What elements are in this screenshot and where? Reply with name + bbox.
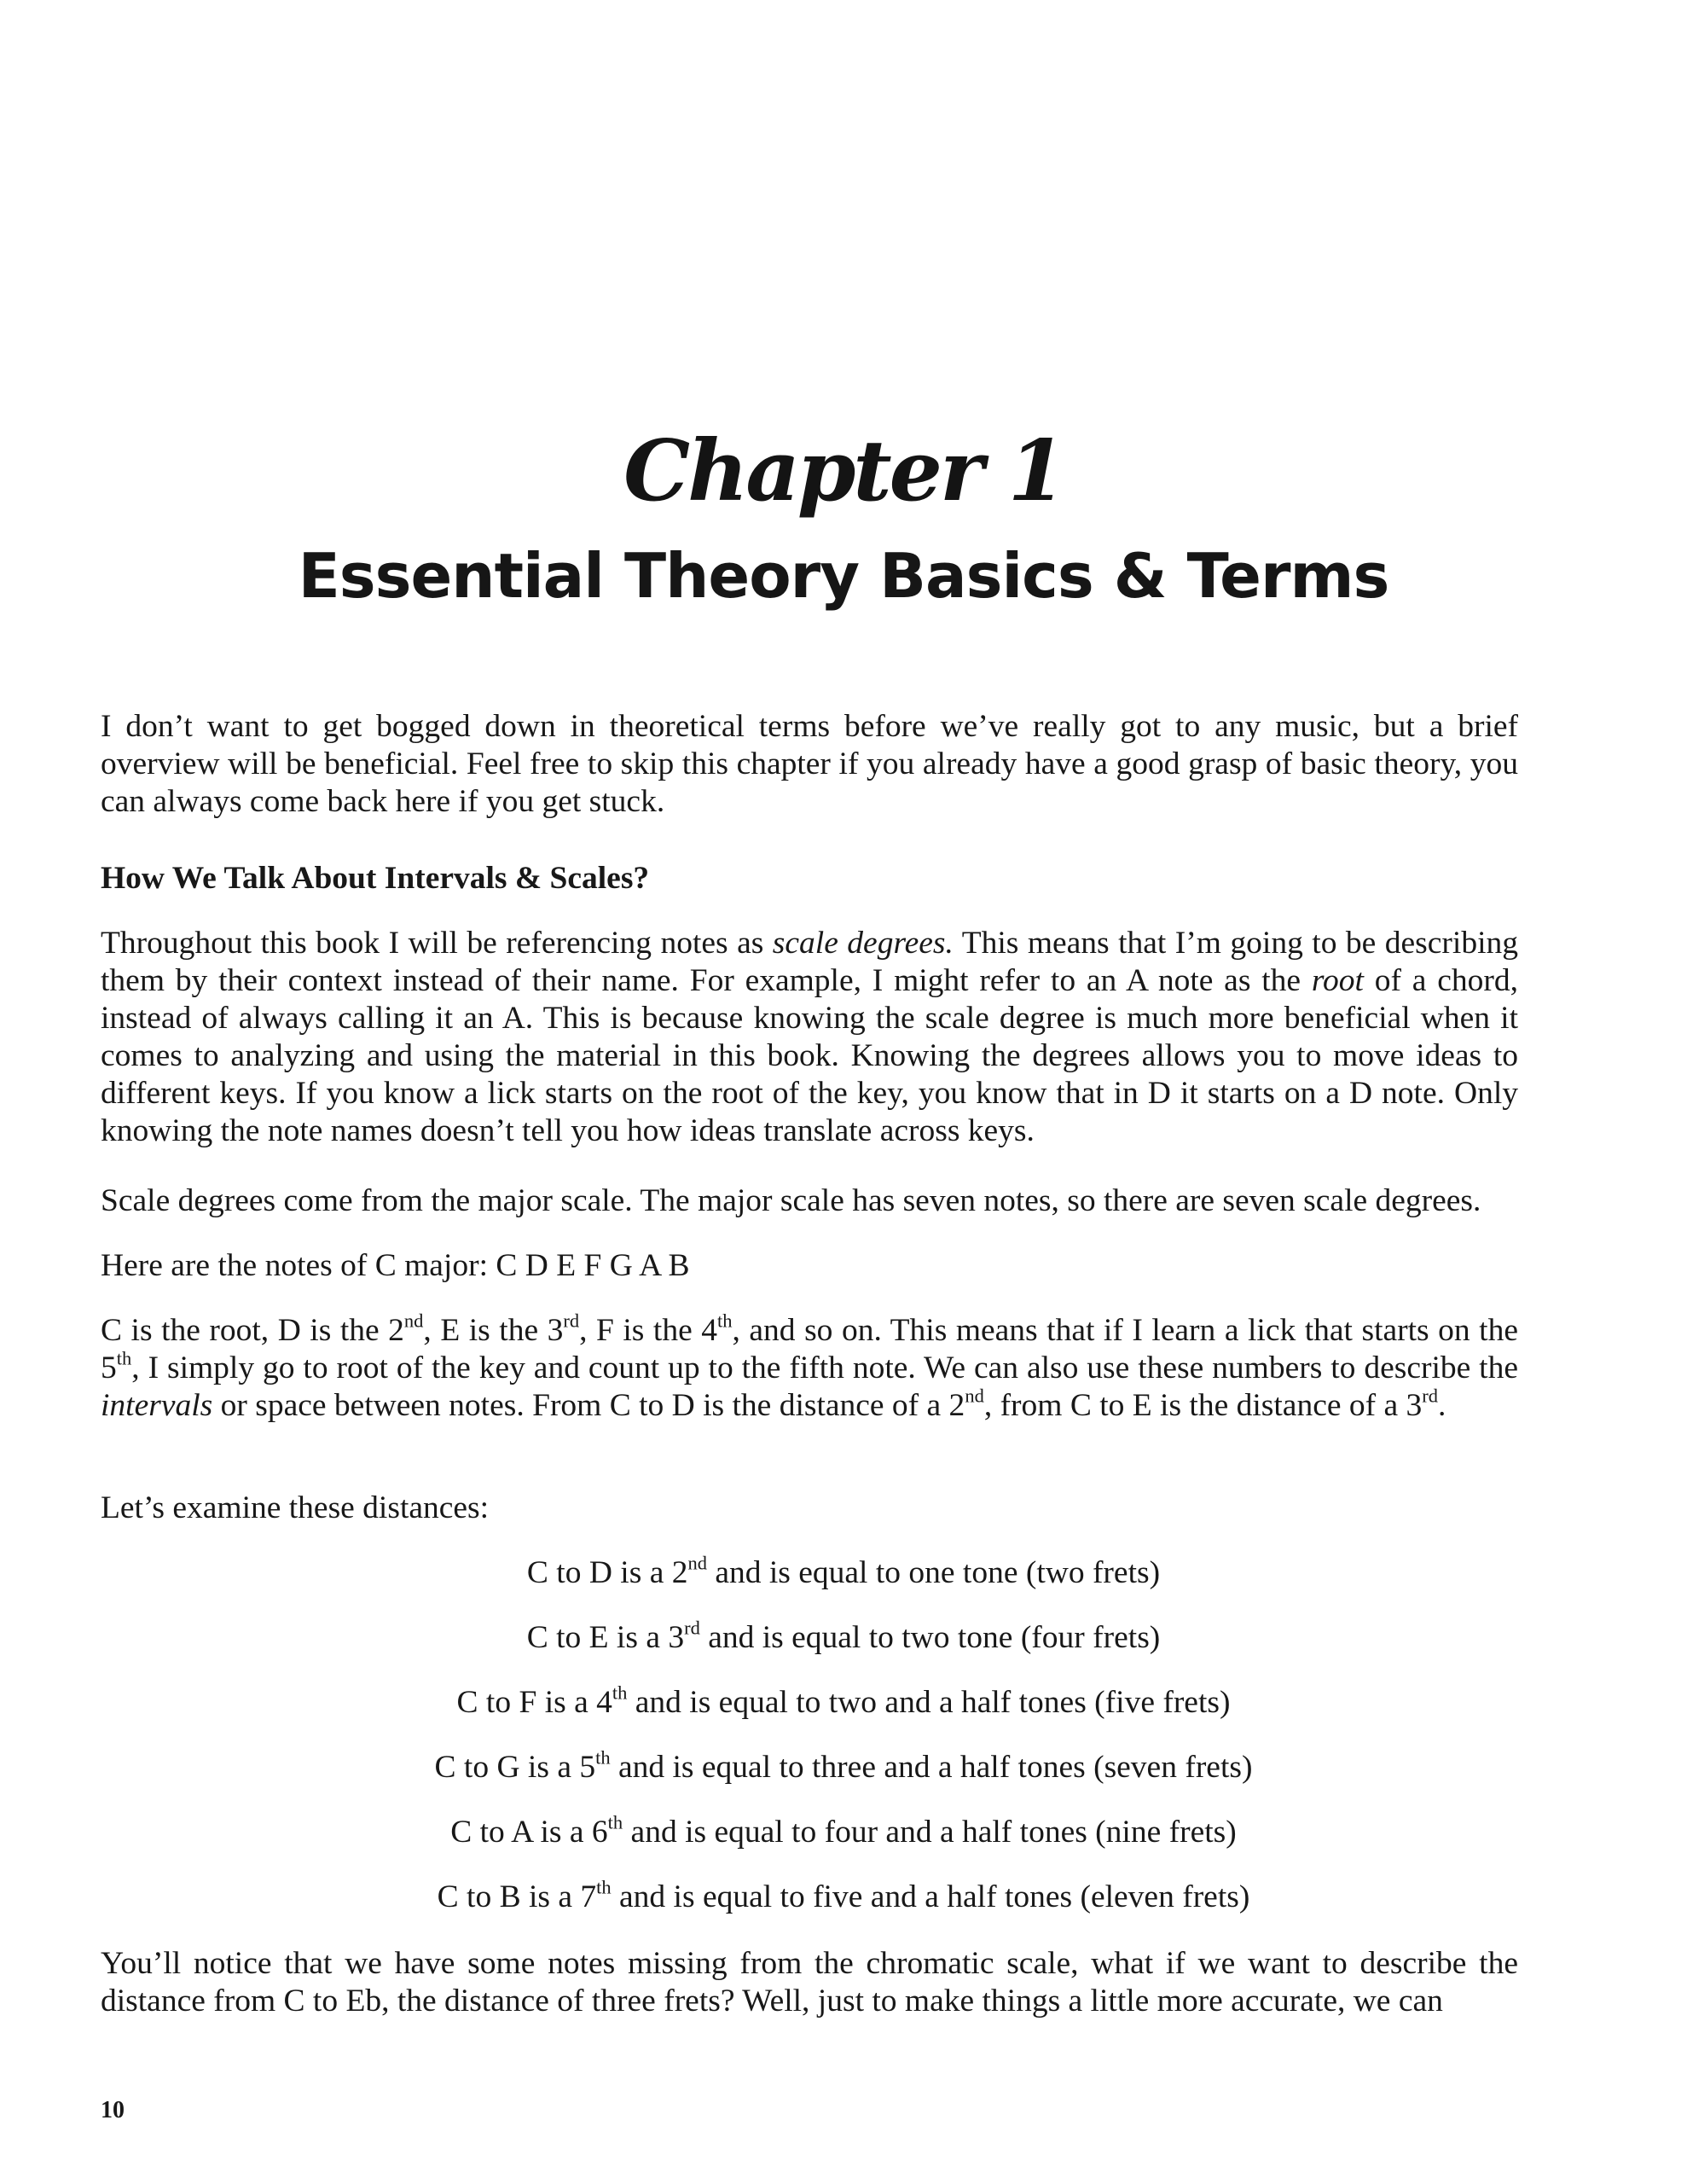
- examine-paragraph: Let’s examine these distances:: [101, 1490, 490, 1525]
- interval-line: C to G is a 5th and is equal to three and a half tones (seven frets): [434, 1746, 1253, 1785]
- chapter-title: Essential Theory Basics & Terms: [298, 540, 1389, 612]
- interval-line: C to B is a 7th and is equal to five and a half tones (eleven frets): [437, 1876, 1250, 1914]
- missing-notes-paragraph: You’ll notice that we have some notes missing from the chromatic scale, what if we want to describe the distance from C to Eb, the distance of three frets? Well, just to make things a little more accurate, we can: [101, 1946, 1518, 2018]
- root-intervals-paragraph: C is the root, D is the 2nd, E is the 3rd, F is the 4th, and so on. This means that if I learn a lick that starts on the 5th, I simply go to root of the key and count up to the fifth note. We can also use these numbers to describe the intervals or space between notes. From C to D is the distance of a 2nd, from C to E is the distance of a 3rd.: [101, 1310, 1518, 1423]
- page-number: 10: [101, 2097, 125, 2123]
- interval-line: C to F is a 4th and is equal to two and a half tones (five frets): [456, 1682, 1231, 1720]
- emphasis-scale-degrees: scale degrees.: [772, 926, 954, 961]
- chapter-script-label: Chapter 1: [623, 422, 1064, 520]
- major-scale-paragraph: Scale degrees come from the major scale. The major scale has seven notes, so there are seven scale degrees.: [101, 1183, 1481, 1218]
- interval-line: C to D is a 2nd and is equal to one tone (two frets): [526, 1552, 1161, 1590]
- interval-line: C to A is a 6th and is equal to four and a half tones (nine frets): [450, 1811, 1237, 1850]
- emphasis-root: root: [1311, 963, 1364, 998]
- interval-line: C to E is a 3rd and is equal to two tone (four frets): [526, 1617, 1161, 1655]
- section-heading: How We Talk About Intervals & Scales?: [101, 861, 650, 896]
- intro-paragraph: I don’t want to get bogged down in theoretical terms before we’ve really got to any music, but a brief overview will be beneficial. Feel free to skip this chapter if you already have a good grasp of basic theory, you can always come back here if you get stuck.: [101, 709, 1518, 819]
- scale-degrees-paragraph: Throughout this book I will be referencing notes as scale degrees. This means that I’m going to be describing them by their context instead of their name. For example, I might refer to an A note as the root of a chord, instead of always calling it an A. This is because knowing the scale degree is much more beneficial when it comes to analyzing and using the material in this book. Knowing the degrees allows you to move ideas to different keys. If you know a lick starts on the root of the key, you know that in D it starts on a D note. Only knowing the note names doesn’t tell you how ideas translate across keys.: [101, 926, 1518, 1148]
- emphasis-intervals: intervals: [101, 1388, 213, 1423]
- c-major-notes-paragraph: Here are the notes of C major: C D E F G A B: [101, 1248, 690, 1283]
